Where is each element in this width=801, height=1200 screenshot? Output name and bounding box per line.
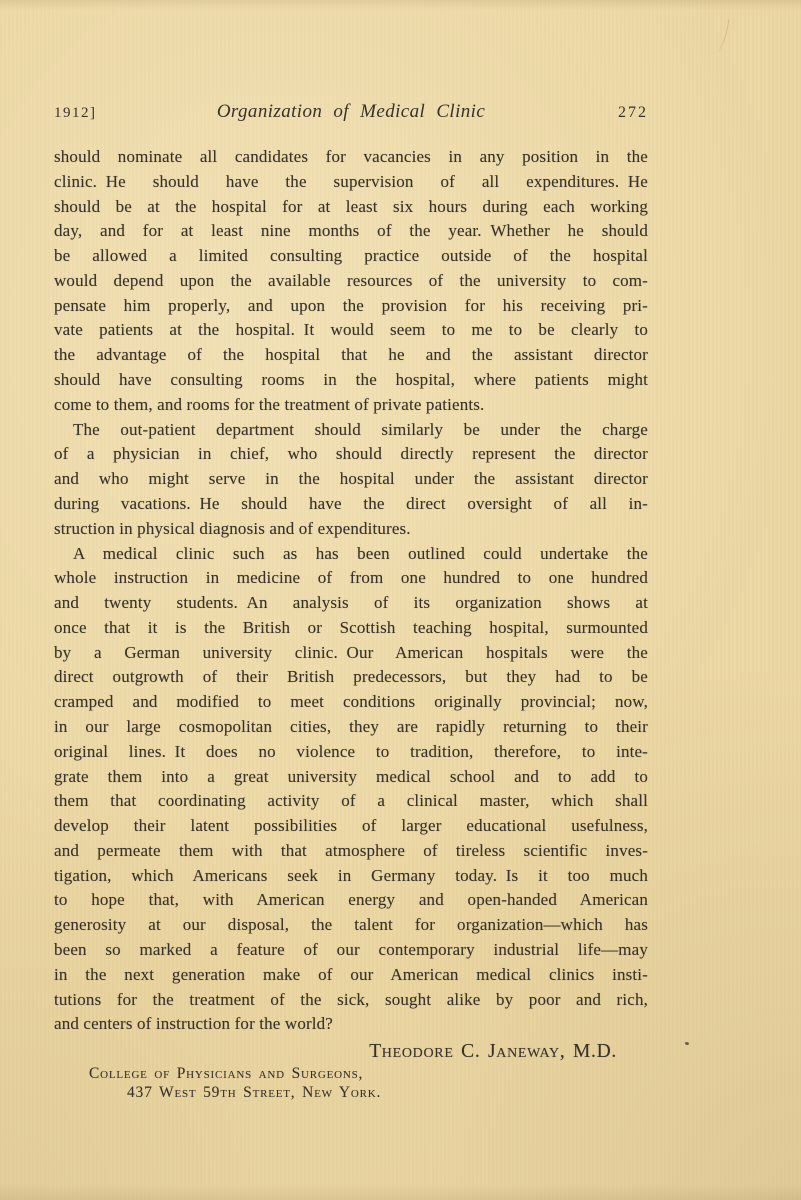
header-year-marker: 1912] bbox=[54, 105, 97, 121]
page-header bbox=[54, 101, 648, 127]
signature-name: Theodore C. Janeway, M.D. bbox=[369, 1041, 617, 1062]
text-line: should have consulting rooms in the hospital, where patients might bbox=[54, 370, 648, 390]
text-line: original lines. It does no violence to tradition, therefore, to inte- bbox=[54, 741, 648, 761]
paper-fiber-mark bbox=[712, 17, 730, 54]
signature-address: 437 West 59th Street, New York. bbox=[127, 1084, 382, 1101]
text-line: and twenty students. An analysis of its organization shows at bbox=[54, 593, 648, 613]
text-line: whole instruction in medicine of from one hundred to one hundred bbox=[54, 568, 648, 588]
text-line: in our large cosmopolitan cities, they are rapidly returning to their bbox=[54, 716, 648, 736]
text-line: pensate him properly, and upon the provision for his receiving pri- bbox=[54, 295, 648, 315]
text-line: during vacations. He should have the direct oversight of all in- bbox=[54, 493, 648, 513]
text-line: tutions for the treatment of the sick, sought alike by poor and rich, bbox=[54, 989, 648, 1009]
text-line: of a physician in chief, who should directly represent the director bbox=[54, 444, 648, 464]
text-line: should nominate all candidates for vacancies in any position in the bbox=[54, 147, 648, 166]
text-line: grate them into a great university medical school and to add to bbox=[54, 766, 648, 786]
text-line: be allowed a limited consulting practice outside of the hospital bbox=[54, 246, 648, 266]
text-line: tigation, which Americans seek in Germany today. Is it too much bbox=[54, 865, 648, 885]
text-line: once that it is the British or Scottish teaching hospital, surmounted bbox=[54, 617, 648, 637]
page-number: 272 bbox=[618, 104, 648, 121]
text-line: and permeate them with that atmosphere of tireless scientific inves- bbox=[54, 840, 648, 860]
text-line: would depend upon the available resources of the university to com- bbox=[54, 270, 648, 290]
text-line: and who might serve in the hospital under the assistant director bbox=[54, 469, 648, 489]
running-title: Organization of Medical Clinic bbox=[216, 101, 486, 122]
text-line: them that coordinating activity of a clinical master, which shall bbox=[54, 791, 648, 811]
text-line: should be at the hospital for at least six hours during each working bbox=[54, 196, 648, 216]
text-line: cramped and modified to meet conditions originally provincial; now, bbox=[54, 692, 648, 712]
text-line: A medical clinic such as has been outlined could undertake the bbox=[73, 543, 648, 563]
text-line: the advantage of the hospital that he and the assistant director bbox=[54, 345, 648, 365]
paper-speck bbox=[685, 1041, 690, 1045]
text-line: and centers of instruction for the world? bbox=[54, 1014, 334, 1034]
text-line: in the next generation make of our American medical clinics insti- bbox=[54, 964, 648, 984]
signature-institution: College of Physicians and Surgeons, bbox=[89, 1065, 364, 1082]
text-line: generosity at our disposal, the talent for organization—which has bbox=[54, 915, 648, 935]
text-line: been so marked a feature of our contemporary industrial life—may bbox=[54, 940, 648, 959]
text-line: direct outgrowth of their British predecessors, but they had to be bbox=[54, 667, 648, 687]
text-line: struction in physical diagnosis and of expenditures. bbox=[54, 518, 411, 538]
text-line: to hope that, with American energy and open-handed American bbox=[54, 890, 648, 910]
text-line: vate patients at the hospital. It would seem to me to be clearly to bbox=[54, 320, 648, 340]
text-line: come to them, and rooms for the treatment of private patients. bbox=[54, 394, 485, 414]
text-line: day, and for at least nine months of the year. Whether he should bbox=[54, 221, 648, 241]
text-line: The out-patient department should similarly be under the charge bbox=[73, 419, 648, 439]
body-text bbox=[54, 145, 648, 1037]
text-line: develop their latent possibilities of larger educational usefulness, bbox=[54, 816, 648, 836]
text-line: by a German university clinic. Our American hospitals were the bbox=[54, 642, 648, 662]
text-line: clinic. He should have the supervision of all expenditures. He bbox=[54, 171, 648, 191]
